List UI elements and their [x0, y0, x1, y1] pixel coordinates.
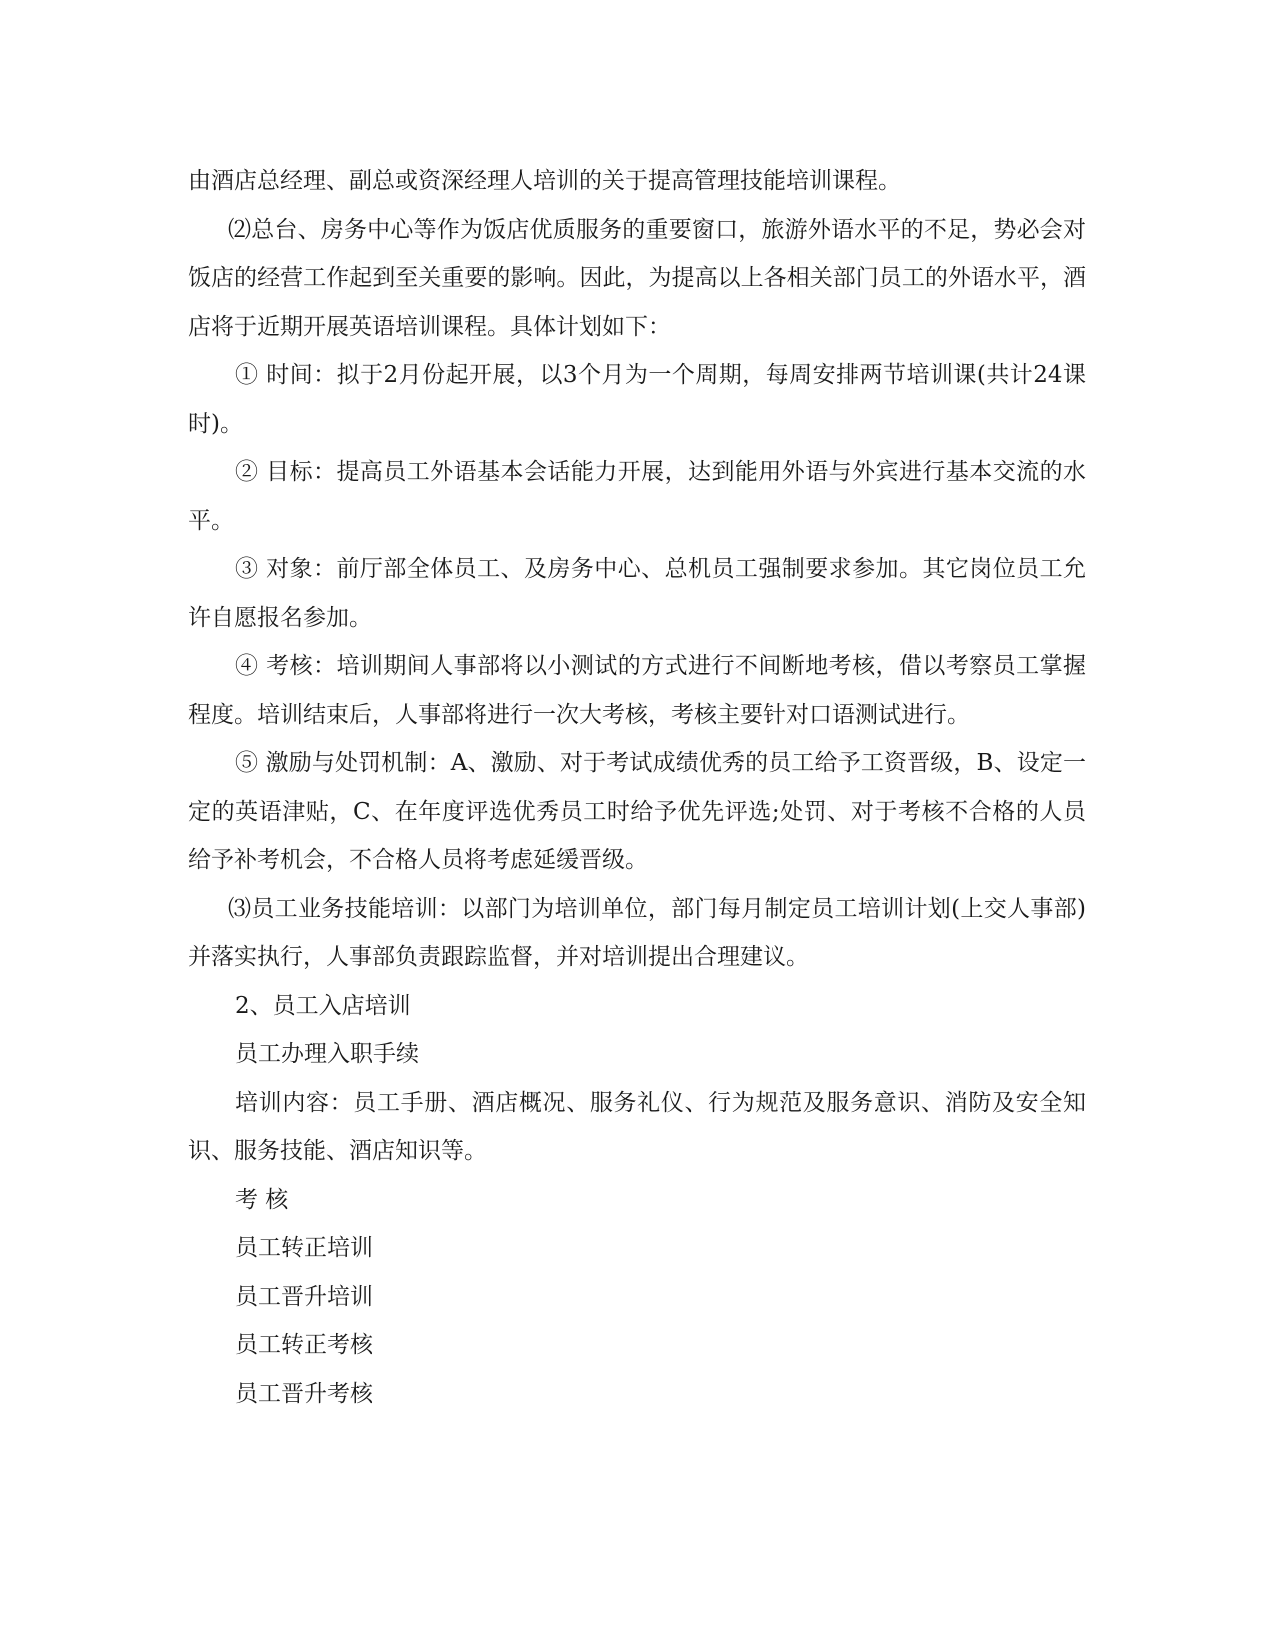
paragraph-section-3: ⑶员工业务技能培训：以部门为培训单位，部门每月制定员工培训计划(上交人事部)并落实执行，人事部负责跟踪监督，并对培训提出合理建议。	[188, 895, 1086, 970]
line-regularization-assessment: 员工转正考核	[235, 1332, 373, 1358]
line-promotion-assessment: 员工晋升考核	[235, 1380, 373, 1407]
line-promotion-training: 员工晋升培训	[235, 1283, 373, 1310]
heading-onboarding: 2、员工入店培训	[235, 992, 411, 1019]
paragraph-item-time: ① 时间：拟于2月份起开展，以3个月为一个周期，每周安排两节培训课(共计24课时)。	[188, 362, 1086, 437]
paragraph-intro: 由酒店总经理、副总或资深经理人培训的关于提高管理技能培训课程。	[188, 168, 901, 194]
paragraph-item-assessment: ④ 考核：培训期间人事部将以小测试的方式进行不间断地考核，借以考察员工掌握程度。培训结束后，人事部将进行一次大考核，考核主要针对口语测试进行。	[188, 653, 1086, 728]
paragraph-item-incentive: ⑤ 激励与处罚机制：A、激励、对于考试成绩优秀的员工给予工资晋级，B、设定一定的英语津贴，C、在年度评选优秀员工时给予优先评选;处罚、对于考核不合格的人员给予补考机会，不合格人员将考虑延缓晋级。	[188, 750, 1086, 873]
line-regularization-training: 员工转正培训	[235, 1235, 373, 1261]
paragraph-training-content: 培训内容：员工手册、酒店概况、服务礼仪、行为规范及服务意识、消防及安全知识、服务技能、酒店知识等。	[188, 1089, 1086, 1164]
paragraph-item-goal: ② 目标：提高员工外语基本会话能力开展，达到能用外语与外宾进行基本交流的水平。	[188, 459, 1086, 534]
line-entry-procedures: 员工办理入职手续	[235, 1041, 419, 1067]
document-body	[188, 157, 1086, 1418]
paragraph-item-target: ③ 对象：前厅部全体员工、及房务中心、总机员工强制要求参加。其它岗位员工允许自愿报名参加。	[188, 556, 1086, 631]
line-assessment: 考 核	[235, 1186, 289, 1213]
paragraph-section-2: ⑵总台、房务中心等作为饭店优质服务的重要窗口，旅游外语水平的不足，势必会对饭店的经营工作起到至关重要的影响。因此，为提高以上各相关部门员工的外语水平，酒店将于近期开展英语培训课程。具体计划如下：	[188, 216, 1086, 340]
